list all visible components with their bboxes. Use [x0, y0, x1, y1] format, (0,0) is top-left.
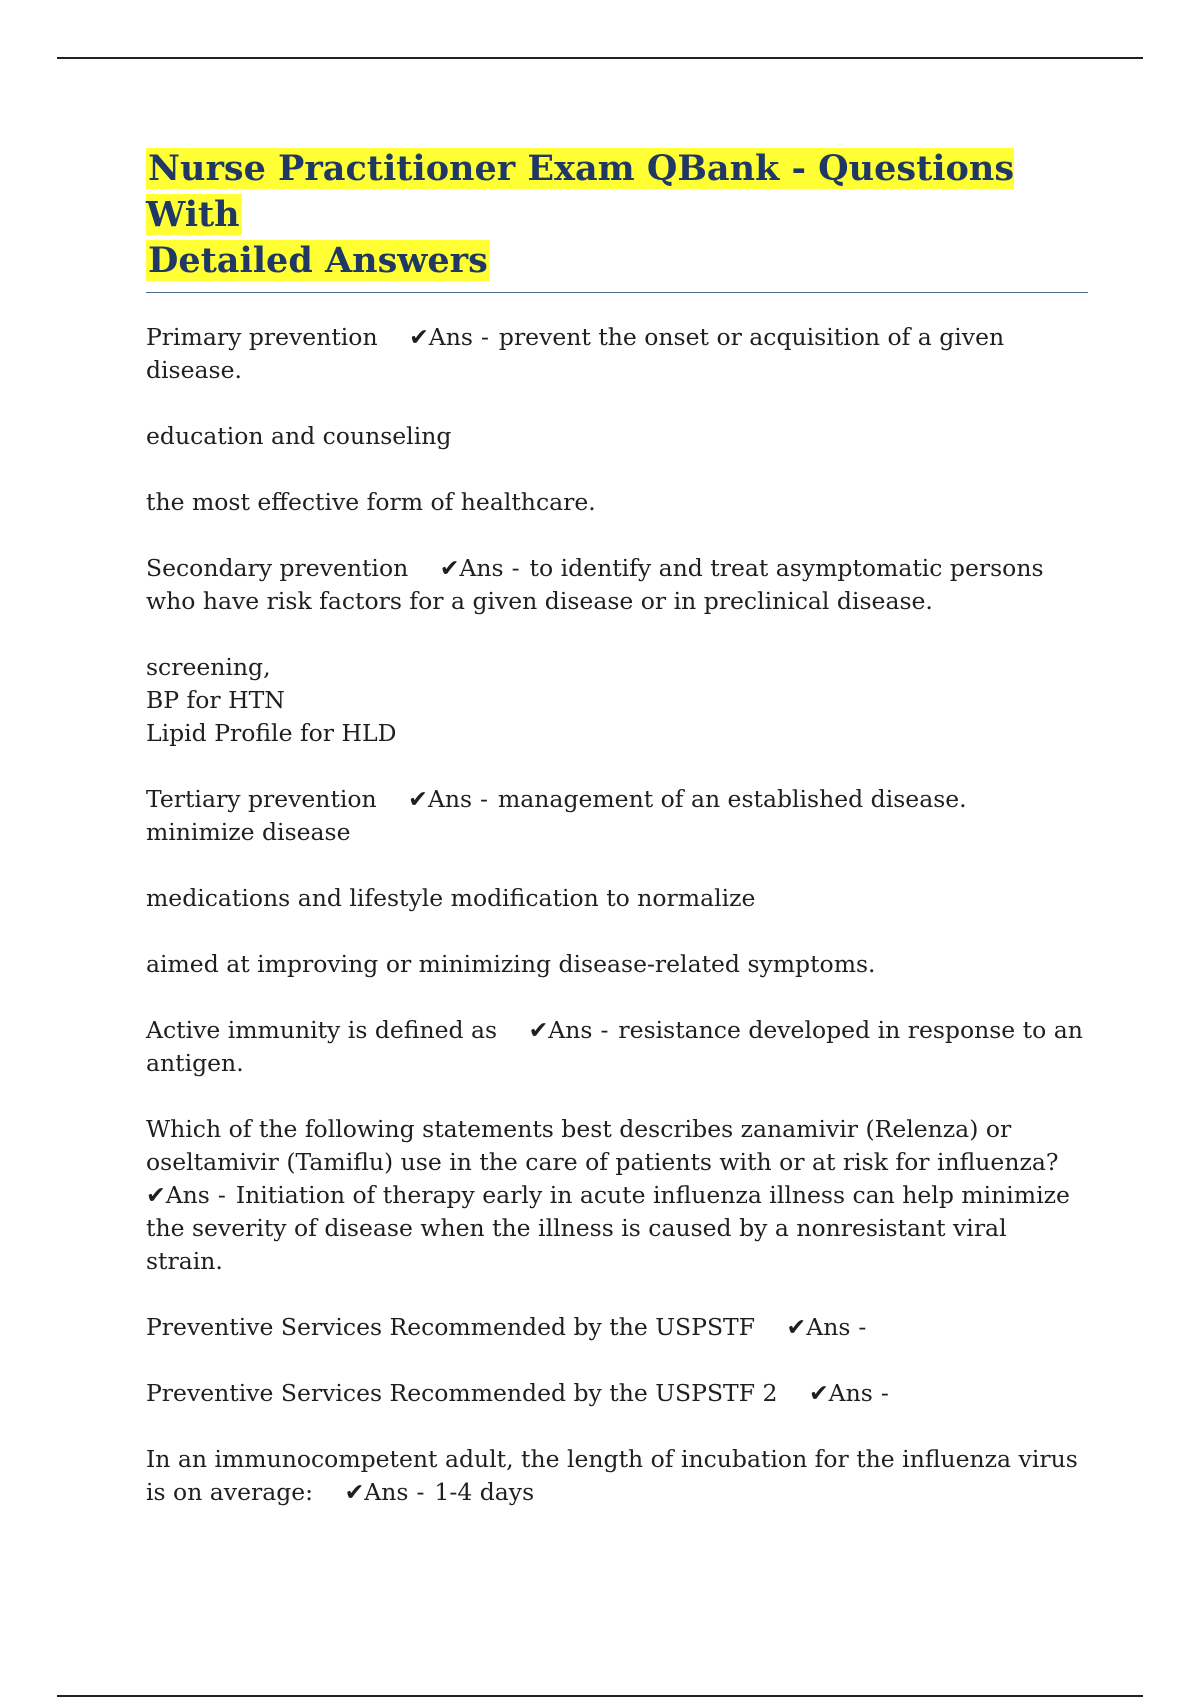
answer-marker: [408, 783, 498, 816]
answer-text: Initiation of therapy early in acute influenza illness can help minimize the severity of disease when the illness is caused by a nonresistant viral strain.: [146, 1181, 1070, 1275]
qa-item-tertiary-prevention: [146, 783, 1088, 849]
answer-extra-line: BP for HTN: [146, 686, 285, 714]
answer-text: prevent the onset or acquisition of a given disease.: [146, 323, 1005, 384]
question-text: Which of the following statements best describes zanamivir (Relenza) or oseltamivir (Tamiflu) use in the care of patients with or at risk for influenza?: [146, 1115, 1059, 1176]
page-top-rule: [57, 57, 1143, 59]
check-icon: ✔: [786, 1313, 807, 1341]
question-text: Secondary prevention: [146, 554, 409, 582]
ans-dash: -: [480, 785, 488, 813]
answer-marker: [146, 1181, 236, 1209]
ans-dash: -: [511, 554, 520, 582]
ans-dash: -: [880, 1379, 889, 1407]
answer-extra-line: aimed at improving or minimizing disease-related symptoms.: [146, 950, 876, 978]
answer-marker: [345, 1476, 435, 1509]
answer-marker: [409, 321, 499, 354]
ans-label: Ans: [364, 1478, 409, 1506]
qa-item-uspstf-2: [146, 1377, 1088, 1410]
title-line-2: Detailed Answers: [148, 240, 488, 281]
ans-label: Ans: [165, 1181, 210, 1209]
qa-item-primary-prevention: [146, 321, 1088, 387]
answer-extra-line: the most effective form of healthcare.: [146, 488, 596, 516]
title-line-1: Nurse Practitioner Exam QBank - Questions With: [146, 148, 1015, 235]
ans-label: Ans: [427, 785, 473, 813]
question-text: Tertiary prevention: [146, 785, 377, 813]
check-icon: ✔: [409, 323, 429, 351]
answer-marker: [809, 1377, 899, 1410]
check-icon: ✔: [408, 785, 428, 813]
check-icon: ✔: [528, 1016, 549, 1044]
answer-extra-line: education and counseling: [146, 422, 452, 450]
question-text: Active immunity is defined as: [146, 1016, 498, 1044]
ans-label: Ans: [428, 323, 473, 351]
ans-label: Ans: [548, 1016, 593, 1044]
answer-extra-block: [146, 651, 1088, 750]
question-text: Preventive Services Recommended by the USPSTF 2: [146, 1379, 778, 1407]
document-title: [146, 146, 1088, 284]
check-icon: ✔: [146, 1181, 166, 1209]
answer-marker: [440, 552, 530, 585]
ans-dash: -: [480, 323, 489, 351]
qa-item-secondary-prevention: [146, 552, 1088, 618]
answer-text: 1-4 days: [434, 1478, 535, 1506]
answer-text-line-2: minimize disease: [146, 818, 351, 846]
ans-dash: -: [858, 1313, 867, 1341]
qa-item-active-immunity: [146, 1014, 1088, 1080]
page-bottom-rule: [57, 1695, 1143, 1697]
question-text: Primary prevention: [146, 323, 378, 351]
answer-extra-line: Lipid Profile for HLD: [146, 719, 397, 747]
answer-text: resistance developed in response to an antigen.: [146, 1016, 1083, 1077]
ans-label: Ans: [806, 1313, 851, 1341]
check-icon: ✔: [439, 554, 460, 582]
answer-extra-line: screening,: [146, 653, 271, 681]
ans-dash: -: [217, 1181, 226, 1209]
ans-label: Ans: [828, 1379, 873, 1407]
question-text: Preventive Services Recommended by the USPSTF: [146, 1313, 756, 1341]
ans-label: Ans: [459, 554, 504, 582]
answer-text: to identify and treat asymptomatic persons who have risk factors for a given disease or in preclinical disease.: [146, 554, 1044, 615]
answer-marker: [529, 1014, 619, 1047]
document-body: [146, 146, 1088, 1542]
answer-extra-line: medications and lifestyle modification to normalize: [146, 884, 756, 912]
answer-marker: [787, 1311, 877, 1344]
question-text: In an immunocompetent adult, the length of incubation for the influenza virus is on average:: [146, 1445, 1078, 1506]
qa-item-influenza-antivirals: [146, 1113, 1088, 1278]
qa-item-influenza-incubation: [146, 1443, 1088, 1509]
ans-dash: -: [416, 1478, 425, 1506]
ans-dash: -: [600, 1016, 609, 1044]
check-icon: ✔: [344, 1478, 365, 1506]
title-block: [146, 146, 1088, 293]
answer-text: management of an established disease.: [498, 785, 967, 813]
qa-item-uspstf: [146, 1311, 1088, 1344]
check-icon: ✔: [808, 1379, 829, 1407]
